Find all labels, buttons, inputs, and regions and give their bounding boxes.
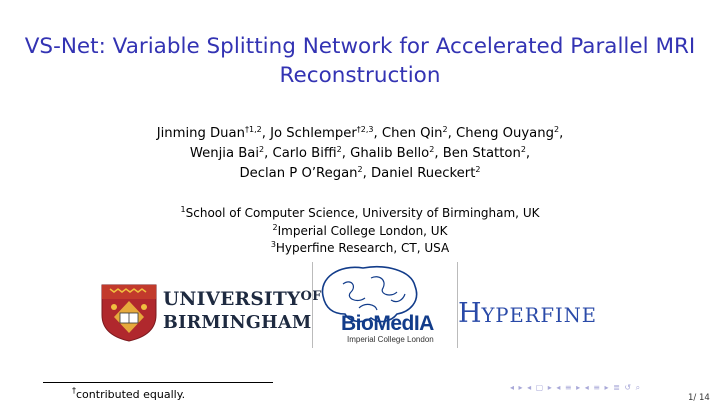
author-affil: 2	[554, 125, 560, 134]
footnote	[72, 388, 185, 401]
slide-title	[0, 32, 720, 90]
author-name: Declan P O’Regan	[239, 166, 358, 181]
author-name: Chen Qin	[381, 126, 443, 141]
author-affil: 2	[475, 165, 481, 174]
affiliation-item: $^1$School of Computer Science, University of Birmingham, UK	[180, 205, 540, 220]
biomedia-logo	[312, 262, 458, 348]
author-affil: 2	[336, 145, 342, 154]
author-name: Jo Schlemper	[270, 126, 357, 141]
nav-subsection-icon[interactable]: ◂ ≡ ▸	[584, 383, 610, 392]
author-name: Ben Statton	[442, 146, 521, 161]
biomedia-subtitle: Imperial College London	[347, 335, 434, 344]
affiliation-list	[0, 205, 720, 258]
nav-align-icon[interactable]: ≣	[613, 383, 621, 392]
author-name: Cheng Ouyang	[456, 126, 554, 141]
affiliation-item: $^2$Imperial College London, UK	[272, 222, 448, 238]
footnote-rule	[43, 382, 273, 383]
nav-search-icon[interactable]: ↺ ⌕	[624, 383, 642, 392]
title-line-2: Reconstruction	[279, 63, 441, 88]
footnote-text: contributed equally.	[76, 388, 186, 401]
author-affil: 2	[442, 125, 448, 134]
nav-section-icon[interactable]: ◂ ≡ ▸	[556, 383, 582, 392]
author-name: Jinming Duan	[156, 126, 245, 141]
author-affil: 2	[429, 145, 435, 154]
footnote-mark: †	[72, 386, 76, 395]
author-affil: 2	[259, 145, 265, 154]
nav-frame-icon[interactable]: ◂ ▢ ▸	[527, 383, 553, 392]
author-affil: †1,2	[244, 125, 262, 134]
affiliation-item: $^3$Hyperfine Research, CT, USA	[270, 240, 450, 255]
uob-line-2: BIRMINGHAM	[163, 313, 312, 333]
author-name: Carlo Biffi	[272, 146, 337, 161]
hyperfine-rest: YPERFINE	[481, 304, 597, 327]
page-number: 1/ 14	[688, 393, 710, 403]
hyperfine-logo	[458, 298, 628, 330]
uob-line-1: $UNIVERSITY^{OF}$	[163, 289, 322, 310]
nav-prev-icon[interactable]: ◂ ▸	[510, 383, 524, 392]
author-affil: †2,3	[356, 125, 374, 134]
author-list: Jinming Duan$^{\dagger 1,2}$, Jo Schlemper$^{\dagger 2,3}$, Chen Qin$^2$, Cheng Ouyang$^2$, Wenjia Bai$^2$, Carlo Biffi$^2$, Ghalib Bello$^2$, Ben Statton$^2$, Declan P O’Regan$^2$, Daniel Rueckert$^2$	[156, 125, 564, 181]
author-name: Wenjia Bai	[189, 146, 260, 161]
author-affil: 2	[357, 165, 363, 174]
beamer-navigation[interactable]	[510, 383, 641, 393]
title-line-1: VS-Net: Variable Splitting Network for Accelerated Parallel MRI	[24, 34, 696, 59]
hyperfine-initial: H	[458, 298, 482, 329]
author-name: Ghalib Bello	[350, 146, 430, 161]
author-affil: 2	[520, 145, 526, 154]
university-of-birmingham-logo	[100, 283, 322, 343]
author-name: Daniel Rueckert	[371, 166, 476, 181]
biomedia-wordmark: BioMedIA	[341, 312, 434, 335]
uob-crest-icon	[100, 283, 158, 343]
